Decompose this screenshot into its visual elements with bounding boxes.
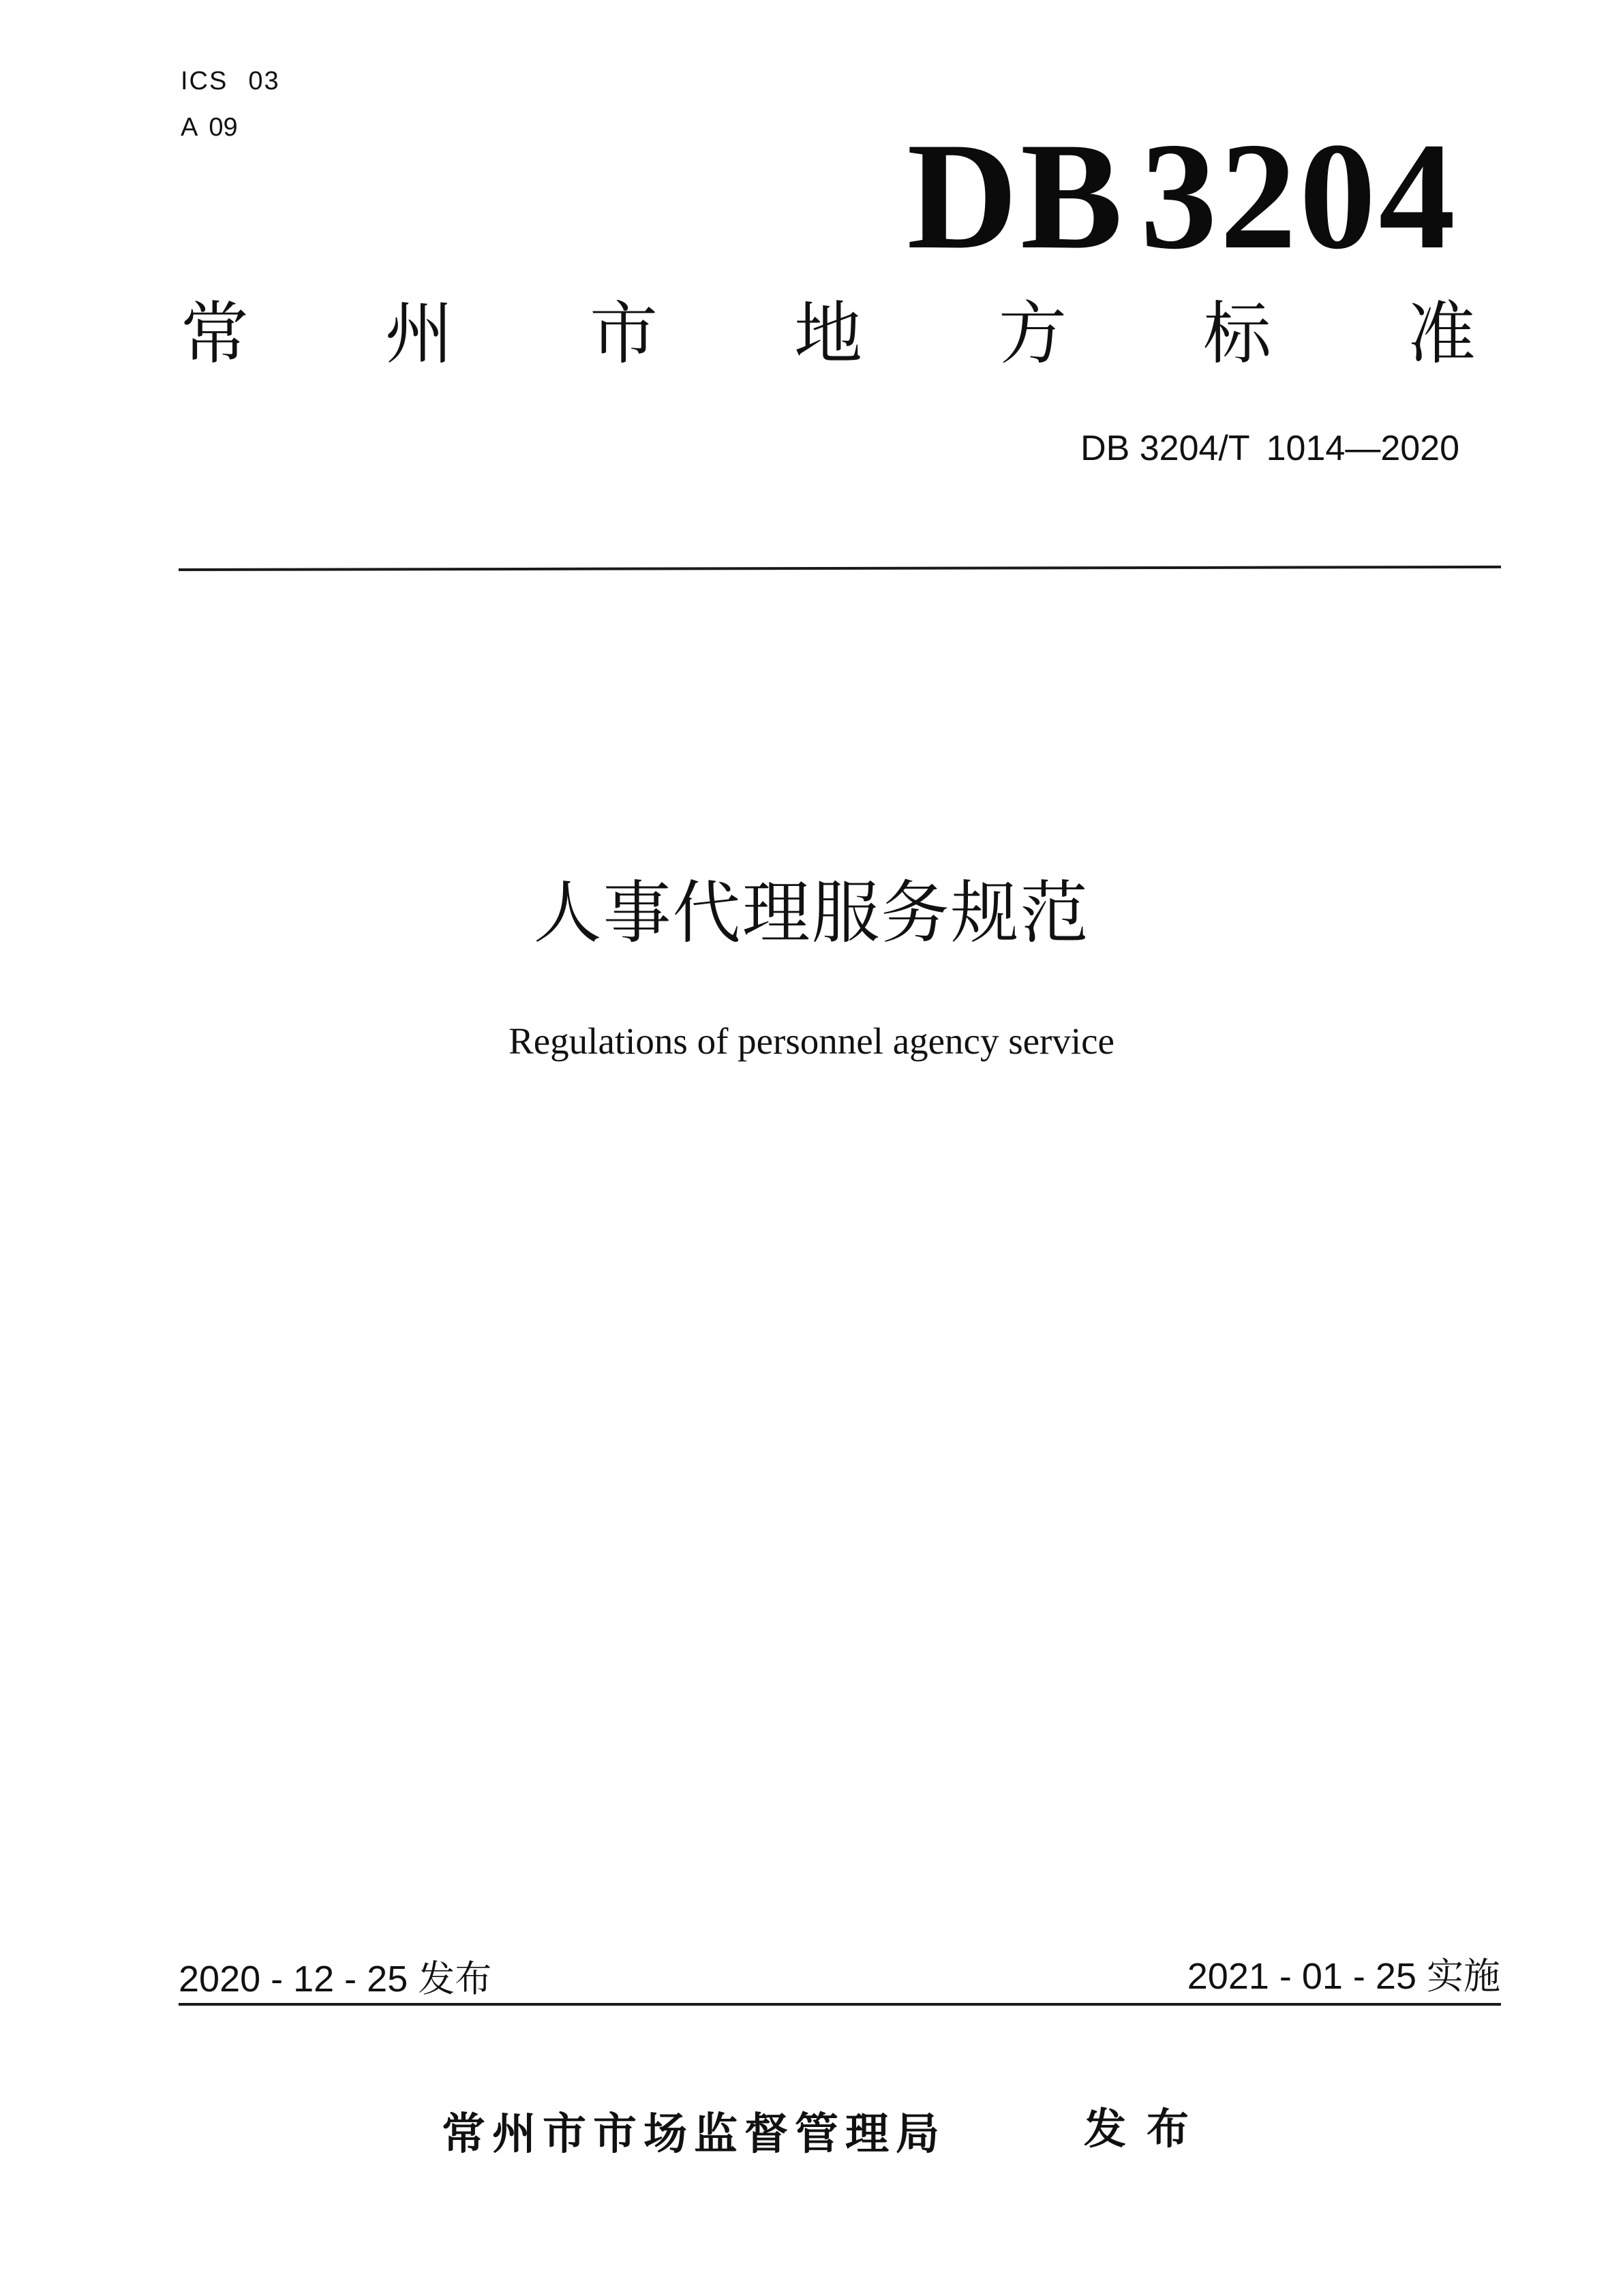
bottom-divider [179,2003,1501,2006]
issuer-name: 常州市市场监督管理局 [442,2109,946,2160]
standard-type-char: 地 [794,294,862,373]
publish-date: 2020 - 12 - 25 发布 [179,1959,492,2000]
ics-label: ICS [181,67,228,95]
top-divider [179,566,1501,571]
standard-type-char: 市 [590,294,658,373]
standard-type-char: 准 [1408,294,1476,373]
title-english: Regulations of personnel agency service [509,1020,1114,1062]
db-number: 3204 [1140,110,1458,281]
standard-type-char: 方 [999,294,1067,373]
implement-date: 2021 - 01 - 25 实施 [1187,1956,1500,1997]
standard-type-char: 常 [181,294,249,373]
db-mark [907,110,1458,281]
ccs-code [181,114,238,140]
standard-type-char: 州 [385,294,453,373]
ics-value: 03 [248,67,280,95]
db-prefix: DB [907,110,1125,281]
standard-code-number: 1014—2020 [1266,429,1459,468]
standard-code [1080,431,1459,466]
standard-type-heading [181,294,1476,373]
ics-code [181,68,280,94]
title-chinese: 人事代理服务规范 [533,873,1090,953]
issuer-action: 发布 [1084,2104,1210,2154]
ccs-label: A [181,113,198,142]
standard-type-char: 标 [1203,294,1271,373]
standard-code-prefix: DB 3204/T [1080,429,1250,468]
ccs-value: 09 [209,113,238,142]
